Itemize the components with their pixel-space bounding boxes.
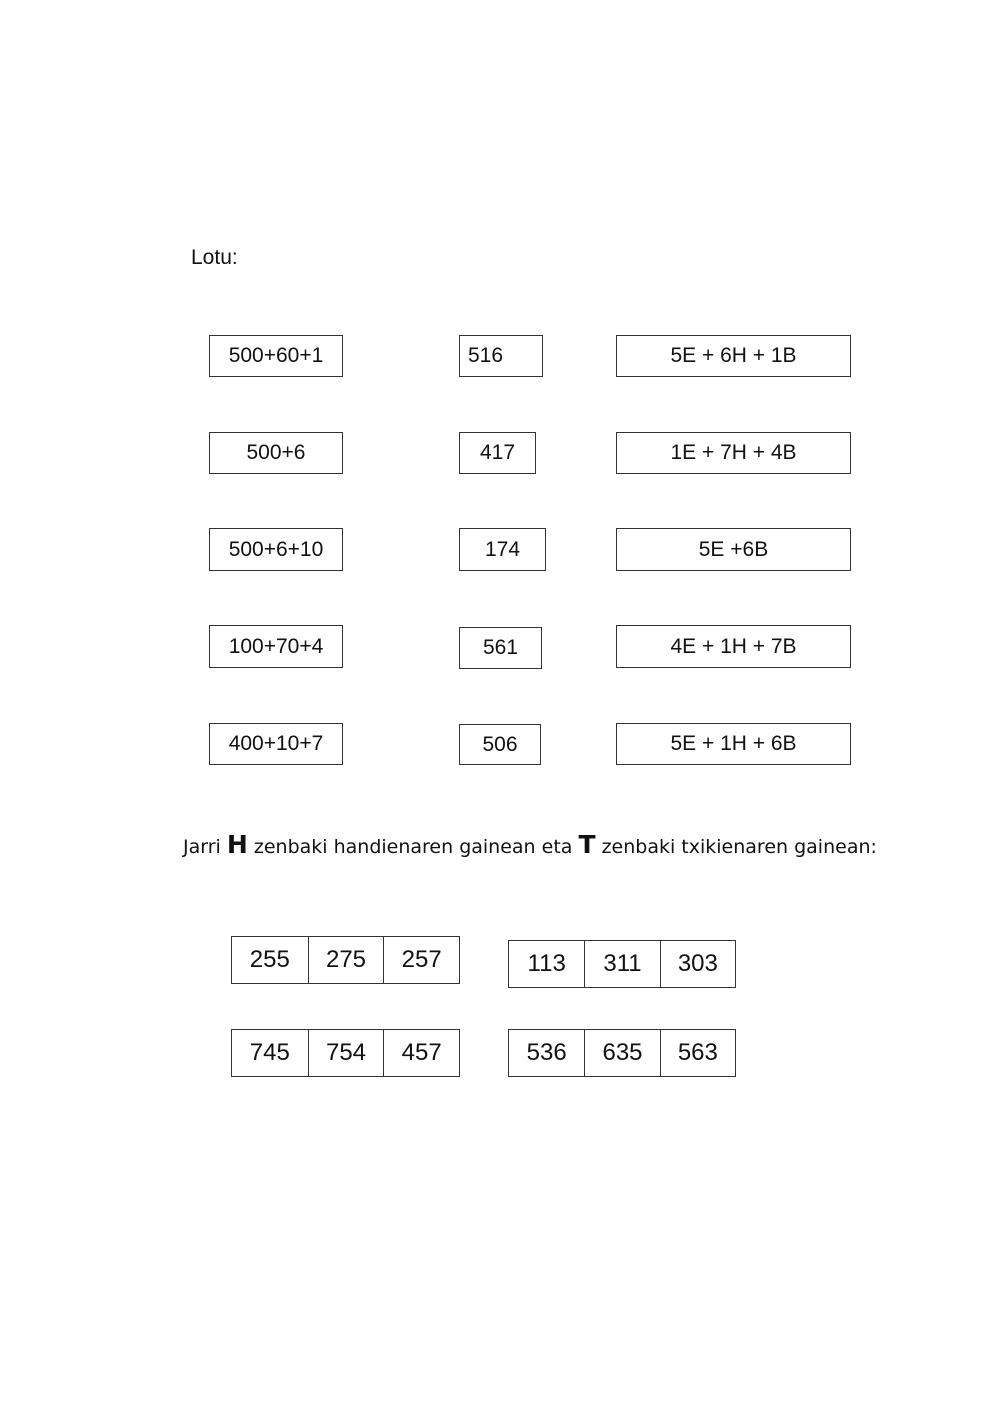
place-value-box[interactable]: 5E +6B [616, 528, 851, 571]
number-cell[interactable]: 255 [249, 946, 290, 973]
sum-box[interactable]: 500+6 [209, 432, 343, 474]
number-cell[interactable]: 303 [660, 941, 735, 987]
number-group [508, 940, 736, 988]
number-box[interactable]: 516 [459, 335, 543, 377]
number-box[interactable]: 417 [459, 432, 536, 474]
letter-t: T [578, 830, 596, 859]
number-group [508, 1029, 736, 1077]
number-cell[interactable]: 754 [308, 1030, 384, 1076]
number-box[interactable]: 174 [459, 528, 546, 571]
worksheet-title: Lotu: [191, 246, 238, 269]
number-box[interactable]: 561 [459, 627, 542, 669]
number-cell[interactable]: 275 [308, 937, 384, 983]
number-cell[interactable]: 563 [660, 1030, 735, 1076]
number-cell[interactable]: 635 [584, 1030, 659, 1076]
instruction-part2: zenbaki handienaren gainean eta [253, 836, 573, 858]
instruction-part1: Jarri [183, 836, 221, 858]
number-cell[interactable]: 257 [383, 937, 459, 983]
sum-box[interactable]: 500+60+1 [209, 335, 343, 377]
number-cell[interactable]: 457 [383, 1030, 459, 1076]
sum-box[interactable]: 400+10+7 [209, 723, 343, 765]
place-value-box[interactable]: 4E + 1H + 7B [616, 625, 851, 668]
place-value-box[interactable]: 1E + 7H + 4B [616, 432, 851, 474]
number-box[interactable]: 506 [459, 724, 541, 765]
number-group [231, 1029, 460, 1077]
number-cell[interactable]: 745 [249, 1039, 290, 1066]
instruction-text [183, 830, 877, 859]
sum-box[interactable]: 500+6+10 [209, 528, 343, 571]
place-value-box[interactable]: 5E + 1H + 6B [616, 723, 851, 765]
number-cell[interactable]: 311 [584, 941, 659, 987]
number-cell[interactable]: 113 [527, 950, 566, 977]
number-group [231, 936, 460, 984]
sum-box[interactable]: 100+70+4 [209, 625, 343, 668]
number-cell[interactable]: 536 [526, 1039, 567, 1066]
place-value-box[interactable]: 5E + 6H + 1B [616, 335, 851, 377]
letter-h: H [226, 830, 248, 859]
instruction-part3: zenbaki txikienaren gainean: [601, 836, 877, 858]
